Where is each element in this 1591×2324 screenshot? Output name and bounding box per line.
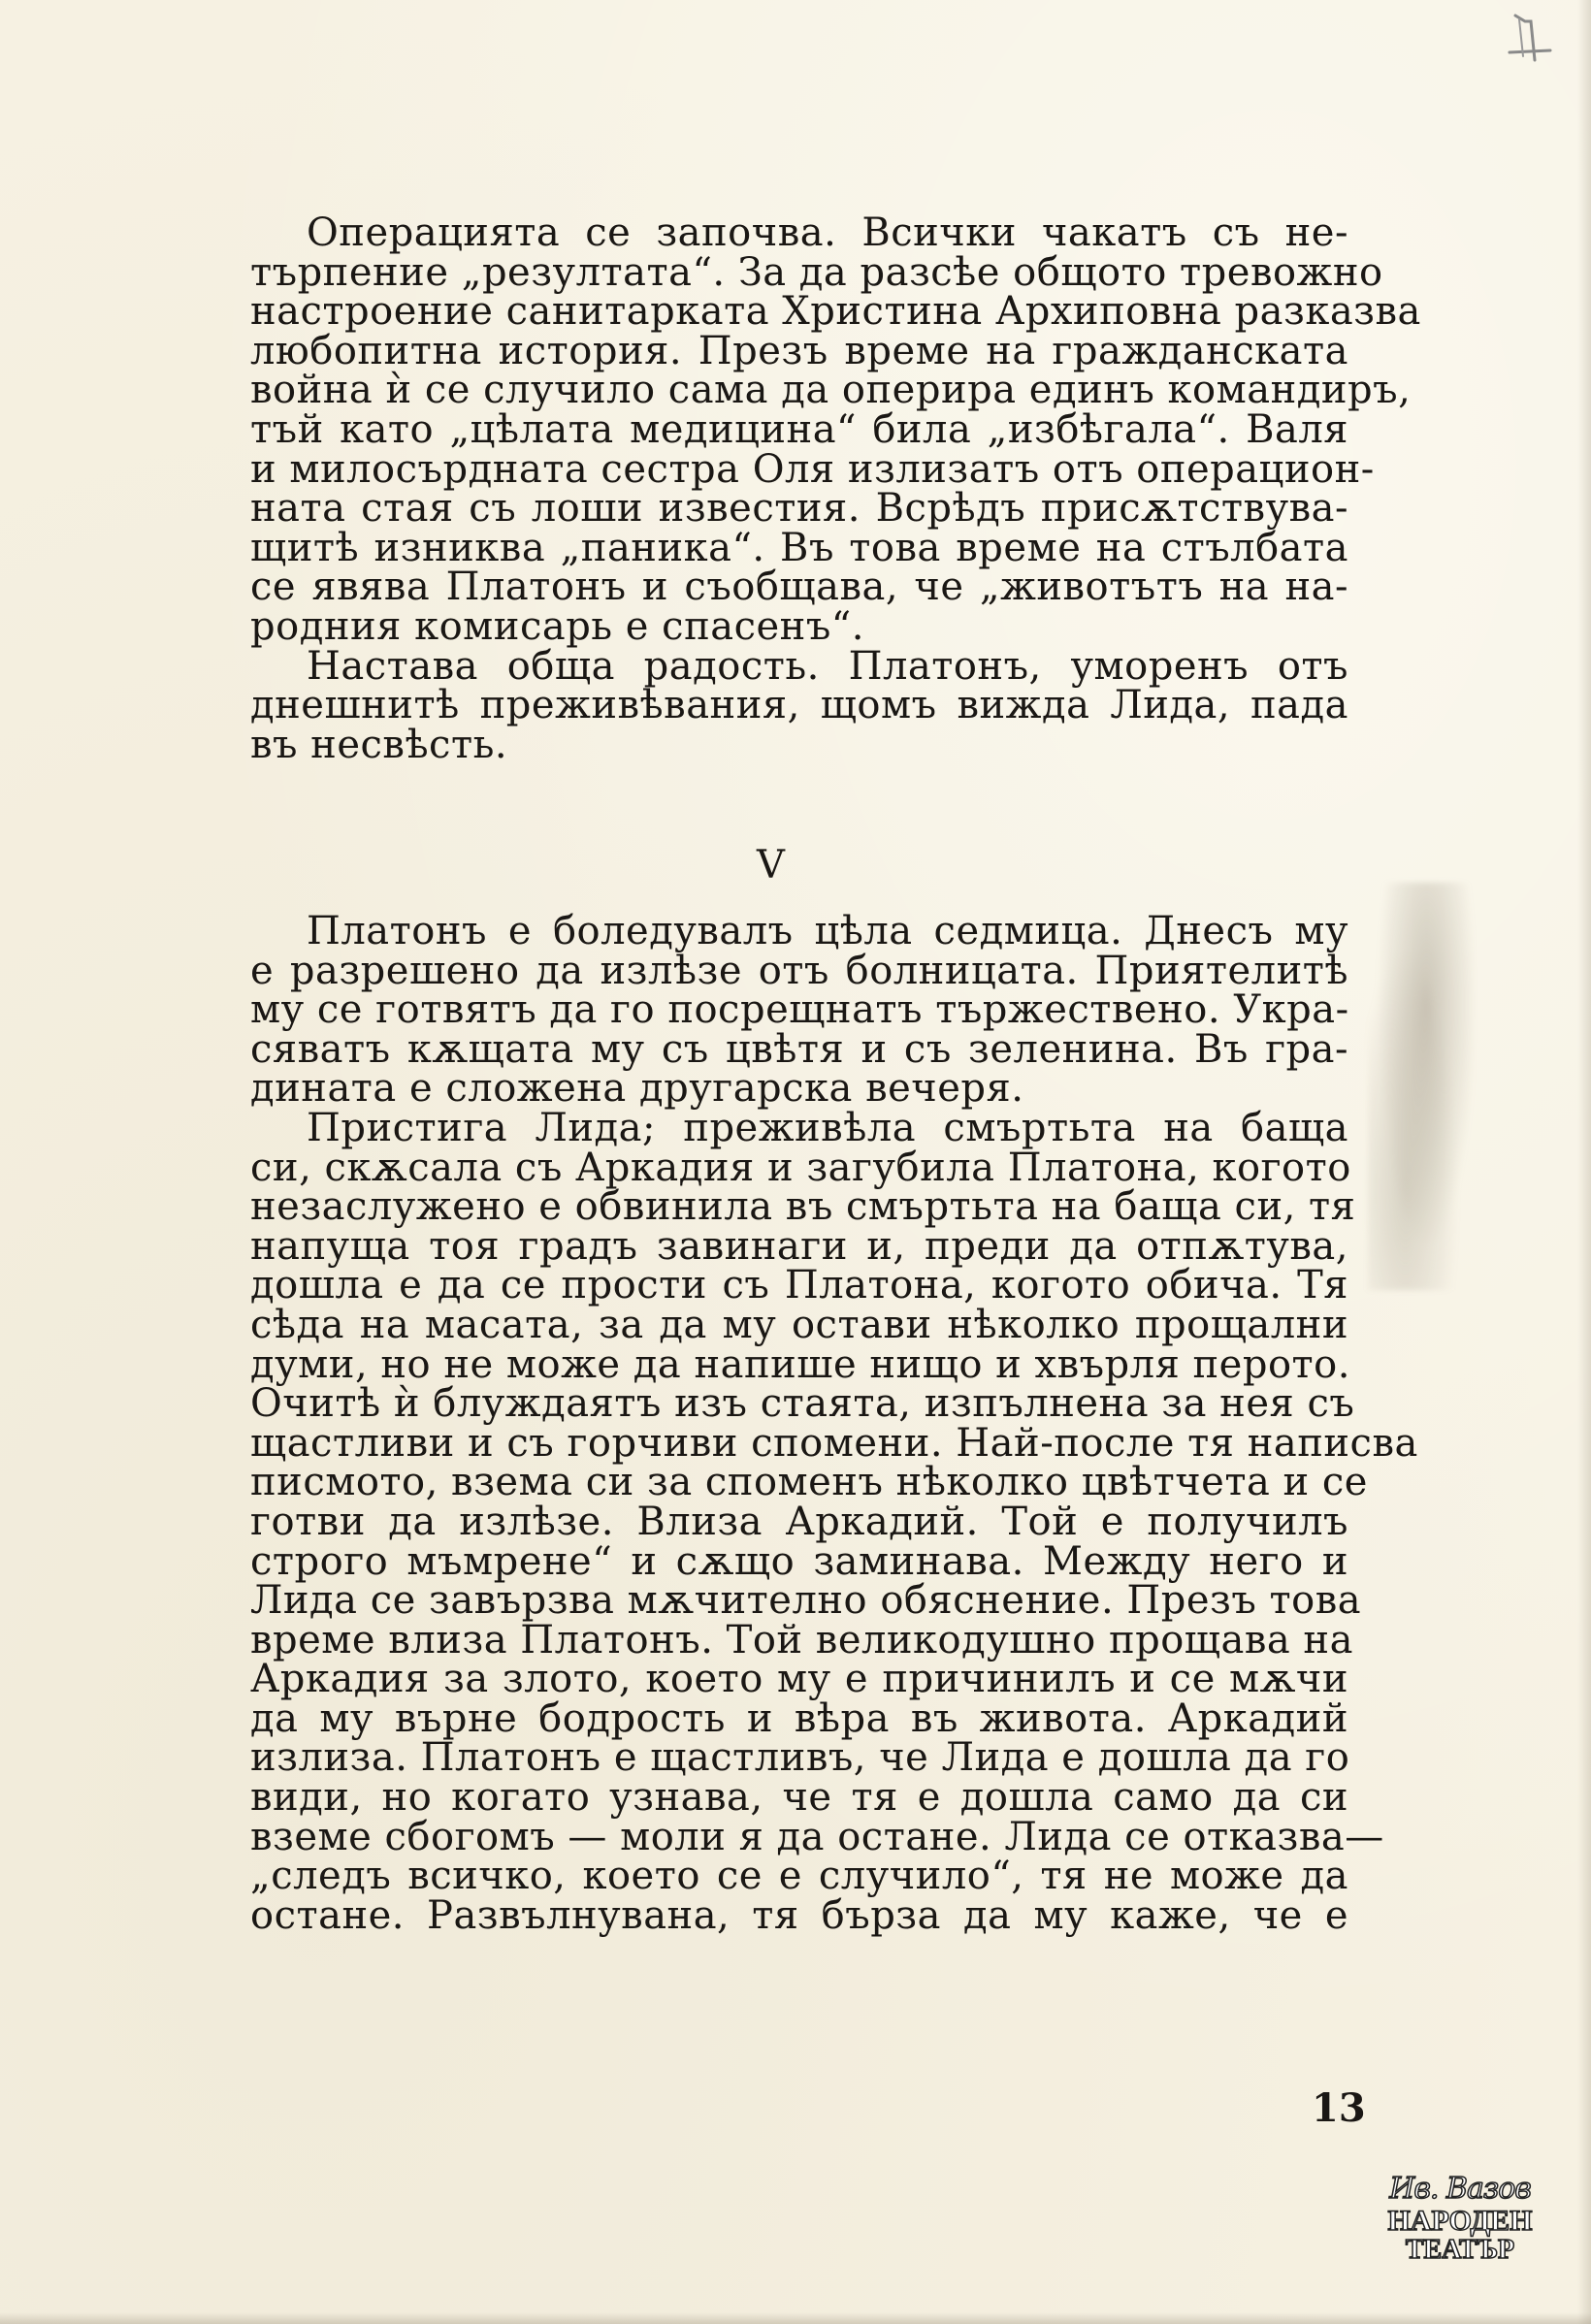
text-line: време влиза Платонъ. Той великодушно прощава на <box>250 1617 1353 1662</box>
text-line: си, скѫсала съ Аркадия и загубила Платона, когото <box>250 1145 1351 1190</box>
text-line: щастливи и съ горчиви спомени. Най-после тя написва <box>250 1420 1418 1466</box>
text-line: Очитѣ ѝ блуждаятъ изъ стаята, изпълнена за нея съ <box>250 1381 1355 1427</box>
text-line: види, но когато узнава, че тя е дошла само да си <box>250 1775 1348 1821</box>
text-line: и милосърдната сестра Оля излизатъ отъ операцион- <box>250 446 1375 492</box>
text-line: настроение санитарката Христина Архиповна разказва <box>250 289 1421 335</box>
pencil-mark-icon <box>1506 10 1554 64</box>
text-line: е разрешено да излѣзе отъ болницата. Приятелитѣ <box>250 948 1348 993</box>
text-line: Настава обща радость. Платонъ, уморенъ отъ <box>307 643 1348 689</box>
text-line: „следъ всичко, което се е случило“, тя не може да <box>250 1854 1348 1899</box>
text-line: ната стая съ лоши известия. Всрѣдъ присѫтствува- <box>250 486 1348 532</box>
section-heading: V <box>757 843 785 888</box>
stamp-signature: Ив. Вазов <box>1389 2172 1531 2206</box>
text-line: Пристига Лида; преживѣла смъртьта на баща <box>307 1105 1348 1150</box>
text-line: му се готвятъ да го посрещнатъ тържествено. Укра- <box>250 987 1349 1033</box>
text-line: сѣда на масата, за да му остави нѣколко прощални <box>250 1302 1348 1347</box>
text-line: да му върне бодрость и вѣра въ живота. Аркадий <box>250 1695 1348 1741</box>
text-line: Платонъ е боледувалъ цѣла седмица. Днесъ му <box>307 909 1348 953</box>
text-line: война ѝ се случило сама да оперира единъ командиръ, <box>250 368 1412 413</box>
text-line: Аркадия за злото, което му е причинилъ и се мѫчи <box>250 1657 1348 1702</box>
page-edge-shadow-bottom <box>0 2312 1591 2324</box>
text-line: тъй като „цѣлата медицина“ била „избѣгала“. Валя <box>250 406 1348 452</box>
page-edge-shadow-right <box>1577 0 1591 2324</box>
text-line: дошла е да се прости съ Платона, когото обича. Тя <box>250 1263 1348 1308</box>
section-1-text <box>250 210 1421 767</box>
ink-smudge <box>1368 883 1475 1290</box>
text-line: дината е сложена другарска вечеря. <box>250 1066 1024 1112</box>
text-line: сяватъ кѫщата му съ цвѣтя и съ зеленина. Въ гра- <box>250 1026 1348 1072</box>
page-number: 13 <box>1312 2085 1366 2131</box>
text-line: любопитна история. Презъ време на гражданската <box>250 328 1348 373</box>
text-line: въ несвѣсть. <box>250 722 508 767</box>
text-line: готви да излѣзе. Влиза Аркадий. Той е получилъ <box>250 1499 1348 1544</box>
text-line: търпение „резултата“. За да разсѣе общото тревожно <box>250 249 1383 295</box>
text-line: щитѣ изниква „паника“. Въ това време на стълбата <box>250 525 1348 570</box>
text-line: се явява Платонъ и съобщава, че „животътъ на на- <box>250 565 1348 610</box>
text-line: излиза. Платонъ е щастливъ, че Лида е дошла да го <box>250 1735 1350 1781</box>
text-line: Лида се завързва мѫчително обяснение. Презъ това <box>250 1578 1362 1624</box>
stamp-line-2: ТЕАТЪР <box>1405 2235 1515 2265</box>
text-line: незаслужено е обвинила въ смъртьта на баща си, тя <box>250 1184 1356 1230</box>
text-line: Операцията се започва. Всички чакатъ съ не- <box>307 210 1348 255</box>
text-line: родния комисарь е спасенъ“. <box>250 603 864 649</box>
text-line: днешнитѣ преживѣвания, щомъ вижда Лида, пада <box>250 683 1348 728</box>
text-line: остане. Развълнувана, тя бърза да му каже, че е <box>250 1892 1348 1938</box>
text-line: строго мъмрене“ и сѫщо заминава. Между него и <box>250 1538 1348 1584</box>
section-2-text <box>250 909 1418 1938</box>
stamp-line-1: НАРОДЕН <box>1387 2205 1533 2237</box>
text-line: думи, но не може да напише нищо и хвърля перото. <box>250 1341 1350 1387</box>
text-line: напуща тоя градъ завинаги и, преди да отпѫтува, <box>250 1223 1348 1269</box>
text-line: вземе сбогомъ — моли я да остане. Лида се отказва— <box>250 1814 1384 1859</box>
text-line: писмото, взема си за споменъ нѣколко цвѣтчета и се <box>250 1460 1368 1505</box>
national-theatre-stamp-logo <box>1378 2173 1542 2289</box>
